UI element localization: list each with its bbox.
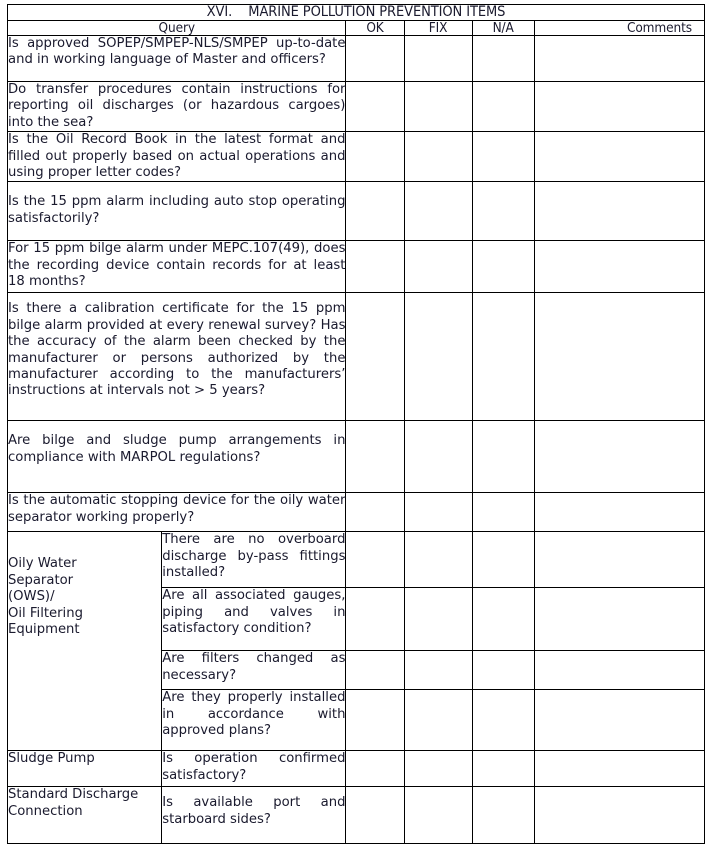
category-line: (OWS)/ bbox=[8, 589, 55, 605]
table-row bbox=[8, 493, 705, 532]
na-cell-no-overboard-bypass[interactable] bbox=[472, 532, 534, 588]
comments-cell-oil-record-book[interactable] bbox=[534, 132, 704, 182]
ok-cell-transfer-procedures[interactable] bbox=[346, 82, 404, 132]
table-row bbox=[8, 532, 705, 588]
fix-cell-mepc-recording-device[interactable] bbox=[404, 241, 472, 293]
column-header-na: N/A bbox=[472, 21, 534, 36]
ok-cell-15ppm-alarm[interactable] bbox=[346, 182, 404, 241]
query-cell-mepc-recording-device: For 15 ppm bilge alarm under MEPC.107(49), does the recording device contain records for at least 18 months? bbox=[8, 241, 346, 293]
category-cell-sludge-pump bbox=[8, 751, 162, 787]
category-line: Connection bbox=[8, 803, 83, 819]
column-header-comments: Comments bbox=[534, 21, 704, 36]
table-row bbox=[8, 82, 705, 132]
page-title: XVI. MARINE POLLUTION PREVENTION ITEMS bbox=[8, 5, 705, 21]
fix-cell-filters-changed[interactable] bbox=[404, 651, 472, 690]
comments-cell-no-overboard-bypass[interactable] bbox=[534, 532, 704, 588]
ok-cell-sopep[interactable] bbox=[346, 36, 404, 82]
table-row bbox=[8, 751, 705, 787]
fix-cell-bilge-sludge-pump-arrangements[interactable] bbox=[404, 421, 472, 493]
comments-cell-port-starboard-available[interactable] bbox=[534, 787, 704, 844]
ok-cell-filters-changed[interactable] bbox=[346, 651, 404, 690]
category-line: Equipment bbox=[8, 622, 80, 638]
fix-cell-transfer-procedures[interactable] bbox=[404, 82, 472, 132]
table-header-row bbox=[8, 21, 705, 36]
column-header-ok: OK bbox=[346, 21, 404, 36]
na-cell-automatic-stopping-device[interactable] bbox=[472, 493, 534, 532]
ok-cell-operation-confirmed[interactable] bbox=[346, 751, 404, 787]
na-cell-bilge-sludge-pump-arrangements[interactable] bbox=[472, 421, 534, 493]
ok-cell-calibration-certificate[interactable] bbox=[346, 293, 404, 421]
comments-cell-operation-confirmed[interactable] bbox=[534, 751, 704, 787]
fix-cell-port-starboard-available[interactable] bbox=[404, 787, 472, 844]
table-row bbox=[8, 182, 705, 241]
category-line: Sludge Pump bbox=[8, 751, 95, 767]
comments-cell-installed-per-approved-plans[interactable] bbox=[534, 690, 704, 751]
fix-cell-no-overboard-bypass[interactable] bbox=[404, 532, 472, 588]
column-header-query: Query bbox=[8, 21, 346, 36]
ok-cell-port-starboard-available[interactable] bbox=[346, 787, 404, 844]
fix-cell-oil-record-book[interactable] bbox=[404, 132, 472, 182]
na-cell-installed-per-approved-plans[interactable] bbox=[472, 690, 534, 751]
fix-cell-automatic-stopping-device[interactable] bbox=[404, 493, 472, 532]
table-row bbox=[8, 132, 705, 182]
category-cell-standard-discharge-connection bbox=[8, 787, 162, 844]
query-cell-calibration-certificate: Is there a calibration certificate for the 15 ppm bilge alarm provided at every renewal survey? Has the accuracy of the alarm been checked by the manufacturer or persons authorized by the manufacturer according to the manufacturers’ instructions at intervals not > 5 years? bbox=[8, 293, 346, 421]
table-row bbox=[8, 241, 705, 293]
comments-cell-calibration-certificate[interactable] bbox=[534, 293, 704, 421]
ok-cell-bilge-sludge-pump-arrangements[interactable] bbox=[346, 421, 404, 493]
fix-cell-gauges-piping-valves[interactable] bbox=[404, 588, 472, 651]
query-cell-filters-changed: Are filters changed as necessary? bbox=[162, 651, 346, 690]
query-cell-automatic-stopping-device: Is the automatic stopping device for the oily water separator working properly? bbox=[8, 493, 346, 532]
na-cell-gauges-piping-valves[interactable] bbox=[472, 588, 534, 651]
na-cell-sopep[interactable] bbox=[472, 36, 534, 82]
na-cell-calibration-certificate[interactable] bbox=[472, 293, 534, 421]
na-cell-operation-confirmed[interactable] bbox=[472, 751, 534, 787]
table-row bbox=[8, 421, 705, 493]
ok-cell-gauges-piping-valves[interactable] bbox=[346, 588, 404, 651]
column-header-fix: FIX bbox=[404, 21, 472, 36]
query-cell-operation-confirmed: Is operation confirmed satisfactory? bbox=[162, 751, 346, 787]
query-cell-15ppm-alarm: Is the 15 ppm alarm including auto stop operating satisfactorily? bbox=[8, 182, 346, 241]
table-row bbox=[8, 293, 705, 421]
query-cell-installed-per-approved-plans: Are they properly installed in accordance with approved plans? bbox=[162, 690, 346, 751]
query-cell-bilge-sludge-pump-arrangements: Are bilge and sludge pump arrangements in compliance with MARPOL regulations? bbox=[8, 421, 346, 493]
fix-cell-operation-confirmed[interactable] bbox=[404, 751, 472, 787]
comments-cell-mepc-recording-device[interactable] bbox=[534, 241, 704, 293]
na-cell-mepc-recording-device[interactable] bbox=[472, 241, 534, 293]
fix-cell-sopep[interactable] bbox=[404, 36, 472, 82]
category-line: Standard Discharge bbox=[8, 787, 139, 803]
table-title-row bbox=[8, 5, 705, 21]
query-cell-port-starboard-available: Is available port and starboard sides? bbox=[162, 787, 346, 844]
comments-cell-automatic-stopping-device[interactable] bbox=[534, 493, 704, 532]
query-cell-oil-record-book: Is the Oil Record Book in the latest format and filled out properly based on actual operations and using proper letter codes? bbox=[8, 132, 346, 181]
category-line: Separator bbox=[8, 572, 74, 588]
na-cell-filters-changed[interactable] bbox=[472, 651, 534, 690]
ok-cell-installed-per-approved-plans[interactable] bbox=[346, 690, 404, 751]
ok-cell-mepc-recording-device[interactable] bbox=[346, 241, 404, 293]
fix-cell-installed-per-approved-plans[interactable] bbox=[404, 690, 472, 751]
ok-cell-automatic-stopping-device[interactable] bbox=[346, 493, 404, 532]
fix-cell-15ppm-alarm[interactable] bbox=[404, 182, 472, 241]
na-cell-transfer-procedures[interactable] bbox=[472, 82, 534, 132]
query-cell-gauges-piping-valves: Are all associated gauges, piping and valves in satisfactory condition? bbox=[162, 588, 346, 651]
comments-cell-bilge-sludge-pump-arrangements[interactable] bbox=[534, 421, 704, 493]
comments-cell-15ppm-alarm[interactable] bbox=[534, 182, 704, 241]
category-line: Oily Water bbox=[8, 556, 77, 572]
na-cell-oil-record-book[interactable] bbox=[472, 132, 534, 182]
table-row bbox=[8, 36, 705, 82]
query-cell-sopep: Is approved SOPEP/SMPEP-NLS/SMPEP up-to-date and in working language of Master and officers? bbox=[8, 36, 346, 82]
comments-cell-filters-changed[interactable] bbox=[534, 651, 704, 690]
category-line: Oil Filtering bbox=[8, 605, 83, 621]
comments-cell-sopep[interactable] bbox=[534, 36, 704, 82]
query-cell-no-overboard-bypass: There are no overboard discharge by-pass fittings installed? bbox=[162, 532, 346, 588]
fix-cell-calibration-certificate[interactable] bbox=[404, 293, 472, 421]
ok-cell-no-overboard-bypass[interactable] bbox=[346, 532, 404, 588]
query-cell-transfer-procedures: Do transfer procedures contain instructions for reporting oil discharges (or hazardous cargoes) into the sea? bbox=[8, 82, 346, 130]
na-cell-port-starboard-available[interactable] bbox=[472, 787, 534, 844]
comments-cell-gauges-piping-valves[interactable] bbox=[534, 588, 704, 651]
category-cell-oily-water-separator bbox=[8, 532, 162, 751]
marine-pollution-checklist-table bbox=[7, 4, 705, 844]
table-row bbox=[8, 787, 705, 844]
comments-cell-transfer-procedures[interactable] bbox=[534, 82, 704, 132]
ok-cell-oil-record-book[interactable] bbox=[346, 132, 404, 182]
na-cell-15ppm-alarm[interactable] bbox=[472, 182, 534, 241]
